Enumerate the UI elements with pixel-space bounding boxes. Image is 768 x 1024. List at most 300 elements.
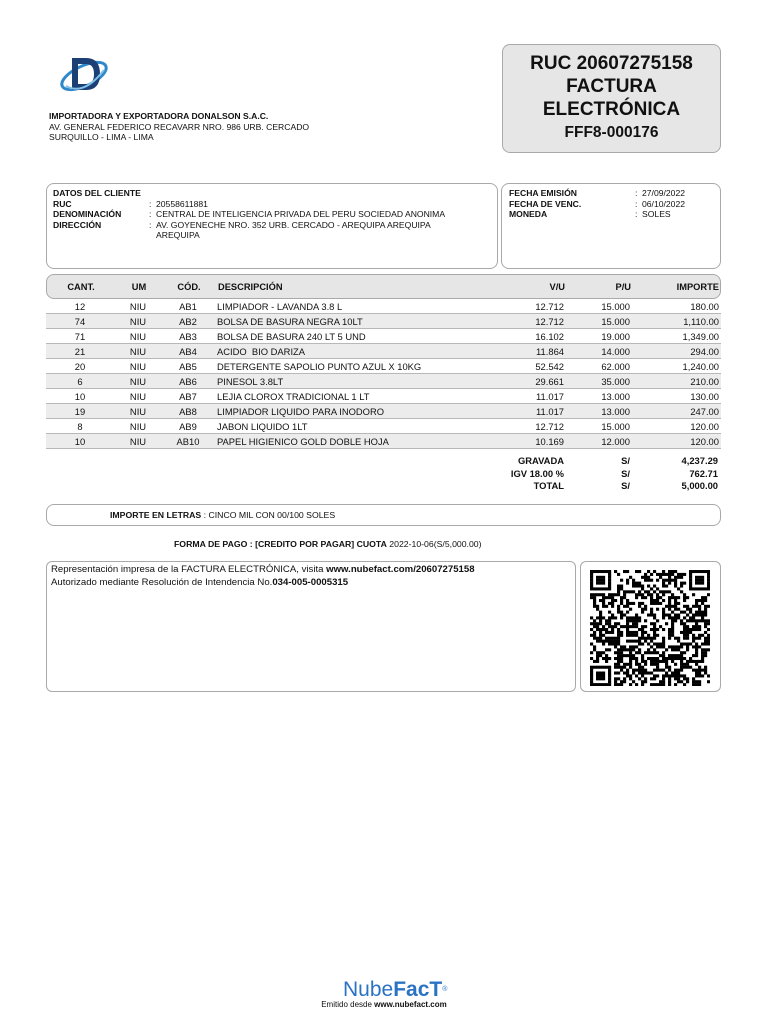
qr-module <box>674 596 677 599</box>
qr-module <box>683 596 686 599</box>
qr-module <box>686 608 689 611</box>
qr-module <box>674 672 677 675</box>
cell-um: NIU <box>129 301 147 312</box>
qr-module <box>707 587 710 590</box>
total-currency: S/ <box>621 467 630 479</box>
qr-module <box>617 608 620 611</box>
qr-module <box>674 683 677 686</box>
company-address-line1: AV. GENERAL FEDERICO RECAVARR NRO. 986 URB. CERCADO <box>49 121 310 132</box>
qr-module <box>629 654 632 657</box>
qr-module <box>638 590 641 593</box>
qr-module <box>626 663 629 666</box>
qr-module <box>641 674 644 677</box>
qr-module <box>599 672 602 675</box>
qr-module <box>665 663 668 666</box>
qr-module <box>695 614 698 617</box>
document-type-line1: FACTURA <box>566 76 657 97</box>
footer-emitted <box>0 1000 768 1009</box>
qr-code-box <box>580 561 721 692</box>
qr-module <box>692 669 695 672</box>
qr-module <box>674 654 677 657</box>
qr-module <box>662 657 665 660</box>
qr-module <box>665 657 668 660</box>
qr-module <box>620 683 623 686</box>
cell-um: NIU <box>129 391 147 402</box>
table-row <box>46 329 721 344</box>
qr-module <box>605 654 608 657</box>
qr-module <box>653 683 656 686</box>
qr-module <box>599 622 602 625</box>
qr-module <box>683 666 686 669</box>
qr-module <box>686 596 689 599</box>
qr-module <box>626 570 629 573</box>
qr-module <box>656 628 659 631</box>
qr-module <box>695 576 698 579</box>
qr-module <box>617 677 620 680</box>
qr-module <box>653 637 656 640</box>
qr-module <box>650 645 653 648</box>
qr-module <box>641 576 644 579</box>
qr-module <box>662 614 665 617</box>
qr-module <box>668 634 671 637</box>
qr-module <box>704 669 707 672</box>
qr-module <box>614 663 617 666</box>
qr-module <box>662 640 665 643</box>
qr-module <box>641 634 644 637</box>
qr-module <box>698 582 701 585</box>
qr-module <box>608 596 611 599</box>
qr-module <box>653 674 656 677</box>
qr-module <box>662 660 665 663</box>
qr-module <box>662 611 665 614</box>
header-pu: P/U <box>615 282 631 292</box>
qr-module <box>662 680 665 683</box>
qr-module <box>590 593 593 596</box>
qr-module <box>662 669 665 672</box>
qr-module <box>680 651 683 654</box>
total-row-total <box>46 480 721 493</box>
qr-module <box>704 631 707 634</box>
qr-module <box>620 614 623 617</box>
qr-module <box>656 674 659 677</box>
total-row-gravada <box>46 455 721 468</box>
qr-module <box>635 634 638 637</box>
qr-module <box>647 576 650 579</box>
qr-module <box>653 616 656 619</box>
qr-module <box>698 599 701 602</box>
qr-module <box>704 640 707 643</box>
table-row <box>46 299 721 314</box>
qr-module <box>704 614 707 617</box>
qr-module <box>635 585 638 588</box>
qr-module <box>662 654 665 657</box>
qr-module <box>659 680 662 683</box>
qr-module <box>665 672 668 675</box>
qr-module <box>611 640 614 643</box>
qr-module <box>599 593 602 596</box>
qr-module <box>692 605 695 608</box>
cell-importe: 120.00 <box>690 421 719 432</box>
cell-desc: ACIDO BIO DARIZA <box>217 346 306 357</box>
qr-module <box>665 648 668 651</box>
qr-module <box>635 631 638 634</box>
cell-vu: 12.712 <box>535 301 564 312</box>
representation-link[interactable]: www.nubefact.com/20607275158 <box>326 564 475 575</box>
qr-module <box>593 648 596 651</box>
qr-module <box>698 605 701 608</box>
qr-module <box>623 596 626 599</box>
qr-module <box>638 669 641 672</box>
qr-module <box>605 683 608 686</box>
qr-module <box>641 657 644 660</box>
qr-module <box>611 593 614 596</box>
qr-module <box>605 622 608 625</box>
qr-module <box>596 654 599 657</box>
qr-module <box>593 599 596 602</box>
brand-nube: Nube <box>343 978 394 1001</box>
qr-module <box>689 587 692 590</box>
qr-module <box>698 608 701 611</box>
qr-module <box>650 640 653 643</box>
qr-module <box>701 602 704 605</box>
qr-module <box>614 680 617 683</box>
qr-module <box>680 611 683 614</box>
qr-module <box>638 585 641 588</box>
qr-module <box>695 579 698 582</box>
qr-module <box>650 663 653 666</box>
qr-module <box>686 634 689 637</box>
qr-module <box>665 573 668 576</box>
qr-module <box>677 672 680 675</box>
payment-terms <box>174 539 482 549</box>
cell-pu: 15.000 <box>601 301 630 312</box>
qr-module <box>662 628 665 631</box>
qr-module <box>671 570 674 573</box>
qr-module <box>650 657 653 660</box>
currency: SOLES <box>642 209 671 220</box>
qr-module <box>623 672 626 675</box>
qr-module <box>644 680 647 683</box>
cell-importe: 294.00 <box>690 346 719 357</box>
items-table-header <box>46 274 721 299</box>
qr-module <box>590 651 593 654</box>
qr-module <box>698 614 701 617</box>
qr-module <box>665 674 668 677</box>
qr-module <box>671 660 674 663</box>
qr-module <box>602 596 605 599</box>
qr-module <box>620 634 623 637</box>
qr-module <box>698 611 701 614</box>
cell-desc: LIMPIADOR LIQUIDO PARA INODORO <box>217 406 385 417</box>
qr-module <box>701 643 704 646</box>
qr-module <box>686 645 689 648</box>
qr-module <box>638 582 641 585</box>
qr-module <box>620 587 623 590</box>
qr-module <box>596 616 599 619</box>
qr-module <box>644 573 647 576</box>
qr-module <box>641 587 644 590</box>
qr-module <box>698 672 701 675</box>
qr-module <box>695 672 698 675</box>
qr-module <box>653 643 656 646</box>
qr-module <box>635 645 638 648</box>
qr-module <box>698 570 701 573</box>
qr-module <box>638 619 641 622</box>
qr-module <box>674 648 677 651</box>
qr-module <box>701 648 704 651</box>
qr-module <box>662 616 665 619</box>
qr-module <box>611 605 614 608</box>
qr-module <box>632 640 635 643</box>
total-currency: S/ <box>621 480 630 491</box>
qr-module <box>599 640 602 643</box>
qr-module <box>590 596 593 599</box>
qr-module <box>617 654 620 657</box>
qr-module <box>632 634 635 637</box>
qr-module <box>605 628 608 631</box>
qr-module <box>695 605 698 608</box>
total-label: GRAVADA <box>517 455 564 466</box>
qr-module <box>656 683 659 686</box>
qr-module <box>626 625 629 628</box>
qr-module <box>704 672 707 675</box>
qr-module <box>602 640 605 643</box>
qr-module <box>620 602 623 605</box>
qr-module <box>608 585 611 588</box>
cell-vu: 12.712 <box>535 421 564 432</box>
qr-module <box>623 663 626 666</box>
qr-module <box>653 669 656 672</box>
qr-module <box>641 611 644 614</box>
cell-importe: 120.00 <box>690 436 719 447</box>
qr-code <box>590 570 710 686</box>
qr-module <box>695 602 698 605</box>
qr-module <box>704 622 707 625</box>
qr-module <box>596 672 599 675</box>
qr-module <box>668 680 671 683</box>
total-currency: S/ <box>621 455 630 466</box>
issue-date: 27/09/2022 <box>642 188 686 198</box>
qr-module <box>593 666 596 669</box>
qr-module <box>704 619 707 622</box>
qr-module <box>590 573 593 576</box>
qr-module <box>707 680 710 683</box>
qr-module <box>698 683 701 686</box>
total-row-igv <box>46 468 721 481</box>
qr-module <box>686 637 689 640</box>
qr-module <box>653 631 656 634</box>
qr-module <box>692 619 695 622</box>
header-vu: V/U <box>549 282 565 292</box>
emitted-link[interactable]: www.nubefact.com <box>374 1000 447 1009</box>
cell-um: NIU <box>129 331 147 342</box>
cell-importe: 130.00 <box>690 391 719 402</box>
qr-module <box>695 570 698 573</box>
qr-module <box>698 634 701 637</box>
qr-module <box>596 625 599 628</box>
cell-desc: LEJIA CLOROX TRADICIONAL 1 LT <box>217 391 370 402</box>
qr-module <box>704 605 707 608</box>
qr-module <box>608 648 611 651</box>
qr-module <box>650 628 653 631</box>
qr-module <box>617 593 620 596</box>
qr-module <box>638 666 641 669</box>
due-date: 06/10/2022 <box>642 198 686 209</box>
qr-module <box>614 622 617 625</box>
qr-module <box>686 631 689 634</box>
qr-module <box>614 651 617 654</box>
qr-module <box>617 637 620 640</box>
qr-module <box>596 570 599 573</box>
qr-module <box>644 576 647 579</box>
qr-module <box>683 628 686 631</box>
qr-module <box>602 625 605 628</box>
qr-module <box>602 683 605 686</box>
header-importe: IMPORTE <box>676 282 719 292</box>
qr-module <box>701 599 704 602</box>
qr-module <box>632 619 635 622</box>
qr-module <box>695 654 698 657</box>
cell-cant: 19 <box>74 406 86 417</box>
qr-module <box>692 614 695 617</box>
qr-module <box>593 593 596 596</box>
qr-module <box>677 654 680 657</box>
qr-module <box>707 622 710 625</box>
qr-module <box>704 648 707 651</box>
qr-module <box>665 579 668 582</box>
qr-module <box>641 672 644 675</box>
qr-module <box>617 587 620 590</box>
qr-module <box>602 643 605 646</box>
qr-module <box>632 590 635 593</box>
qr-module <box>665 590 668 593</box>
qr-module <box>614 645 617 648</box>
qr-module <box>641 666 644 669</box>
qr-module <box>653 663 656 666</box>
qr-module <box>644 651 647 654</box>
qr-module <box>692 683 695 686</box>
qr-module <box>686 628 689 631</box>
qr-module <box>653 634 656 637</box>
qr-module <box>689 585 692 588</box>
qr-module <box>629 666 632 669</box>
qr-module <box>686 648 689 651</box>
qr-module <box>677 637 680 640</box>
qr-module <box>692 616 695 619</box>
qr-module <box>596 579 599 582</box>
qr-module <box>689 573 692 576</box>
qr-module <box>599 654 602 657</box>
qr-module <box>674 608 677 611</box>
qr-module <box>689 611 692 614</box>
qr-module <box>689 616 692 619</box>
qr-module <box>668 645 671 648</box>
qr-module <box>596 666 599 669</box>
qr-module <box>707 573 710 576</box>
qr-module <box>692 677 695 680</box>
qr-module <box>617 611 620 614</box>
qr-module <box>665 614 668 617</box>
qr-module <box>680 576 683 579</box>
qr-module <box>650 573 653 576</box>
qr-module <box>620 585 623 588</box>
qr-module <box>650 614 653 617</box>
qr-module <box>608 579 611 582</box>
qr-module <box>629 576 632 579</box>
qr-module <box>590 570 593 573</box>
qr-module <box>653 628 656 631</box>
qr-module <box>695 674 698 677</box>
qr-module <box>593 619 596 622</box>
qr-module <box>647 643 650 646</box>
qr-module <box>656 579 659 582</box>
qr-module <box>629 602 632 605</box>
qr-module <box>617 573 620 576</box>
qr-module <box>680 643 683 646</box>
qr-module <box>656 645 659 648</box>
qr-module <box>662 683 665 686</box>
qr-module <box>593 570 596 573</box>
qr-module <box>635 596 638 599</box>
qr-module <box>638 637 641 640</box>
qr-module <box>617 628 620 631</box>
qr-module <box>704 608 707 611</box>
qr-module <box>683 573 686 576</box>
qr-module <box>596 657 599 660</box>
amount-words-label: IMPORTE EN LETRAS <box>110 510 202 520</box>
company-info <box>49 111 309 143</box>
qr-module <box>641 628 644 631</box>
qr-module <box>614 570 617 573</box>
qr-module <box>698 625 701 628</box>
table-row <box>46 374 721 389</box>
qr-module <box>683 582 686 585</box>
qr-module <box>686 666 689 669</box>
qr-module <box>692 634 695 637</box>
qr-module <box>644 637 647 640</box>
table-row <box>46 389 721 404</box>
emitted-text: Emitido desde <box>321 1000 372 1009</box>
qr-module <box>707 637 710 640</box>
qr-module <box>626 628 629 631</box>
qr-module <box>653 625 656 628</box>
qr-module <box>677 576 680 579</box>
qr-module <box>650 672 653 675</box>
qr-module <box>695 643 698 646</box>
qr-module <box>695 680 698 683</box>
qr-module <box>644 672 647 675</box>
qr-module <box>650 683 653 686</box>
qr-module <box>590 666 593 669</box>
qr-module <box>683 616 686 619</box>
qr-module <box>680 582 683 585</box>
cell-importe: 1,349.00 <box>682 331 719 342</box>
qr-module <box>680 619 683 622</box>
qr-module <box>635 593 638 596</box>
qr-module <box>647 585 650 588</box>
qr-module <box>665 660 668 663</box>
resolution-number: 034-005-0005315 <box>272 576 349 588</box>
items-table-body <box>46 299 721 449</box>
qr-module <box>629 631 632 634</box>
cell-vu: 11.864 <box>536 346 564 357</box>
brand-fact: FacT <box>393 978 443 1001</box>
cell-cod: AB6 <box>179 376 197 387</box>
qr-module <box>689 631 692 634</box>
qr-module <box>698 637 701 640</box>
qr-module <box>614 677 617 680</box>
qr-module <box>629 651 632 654</box>
